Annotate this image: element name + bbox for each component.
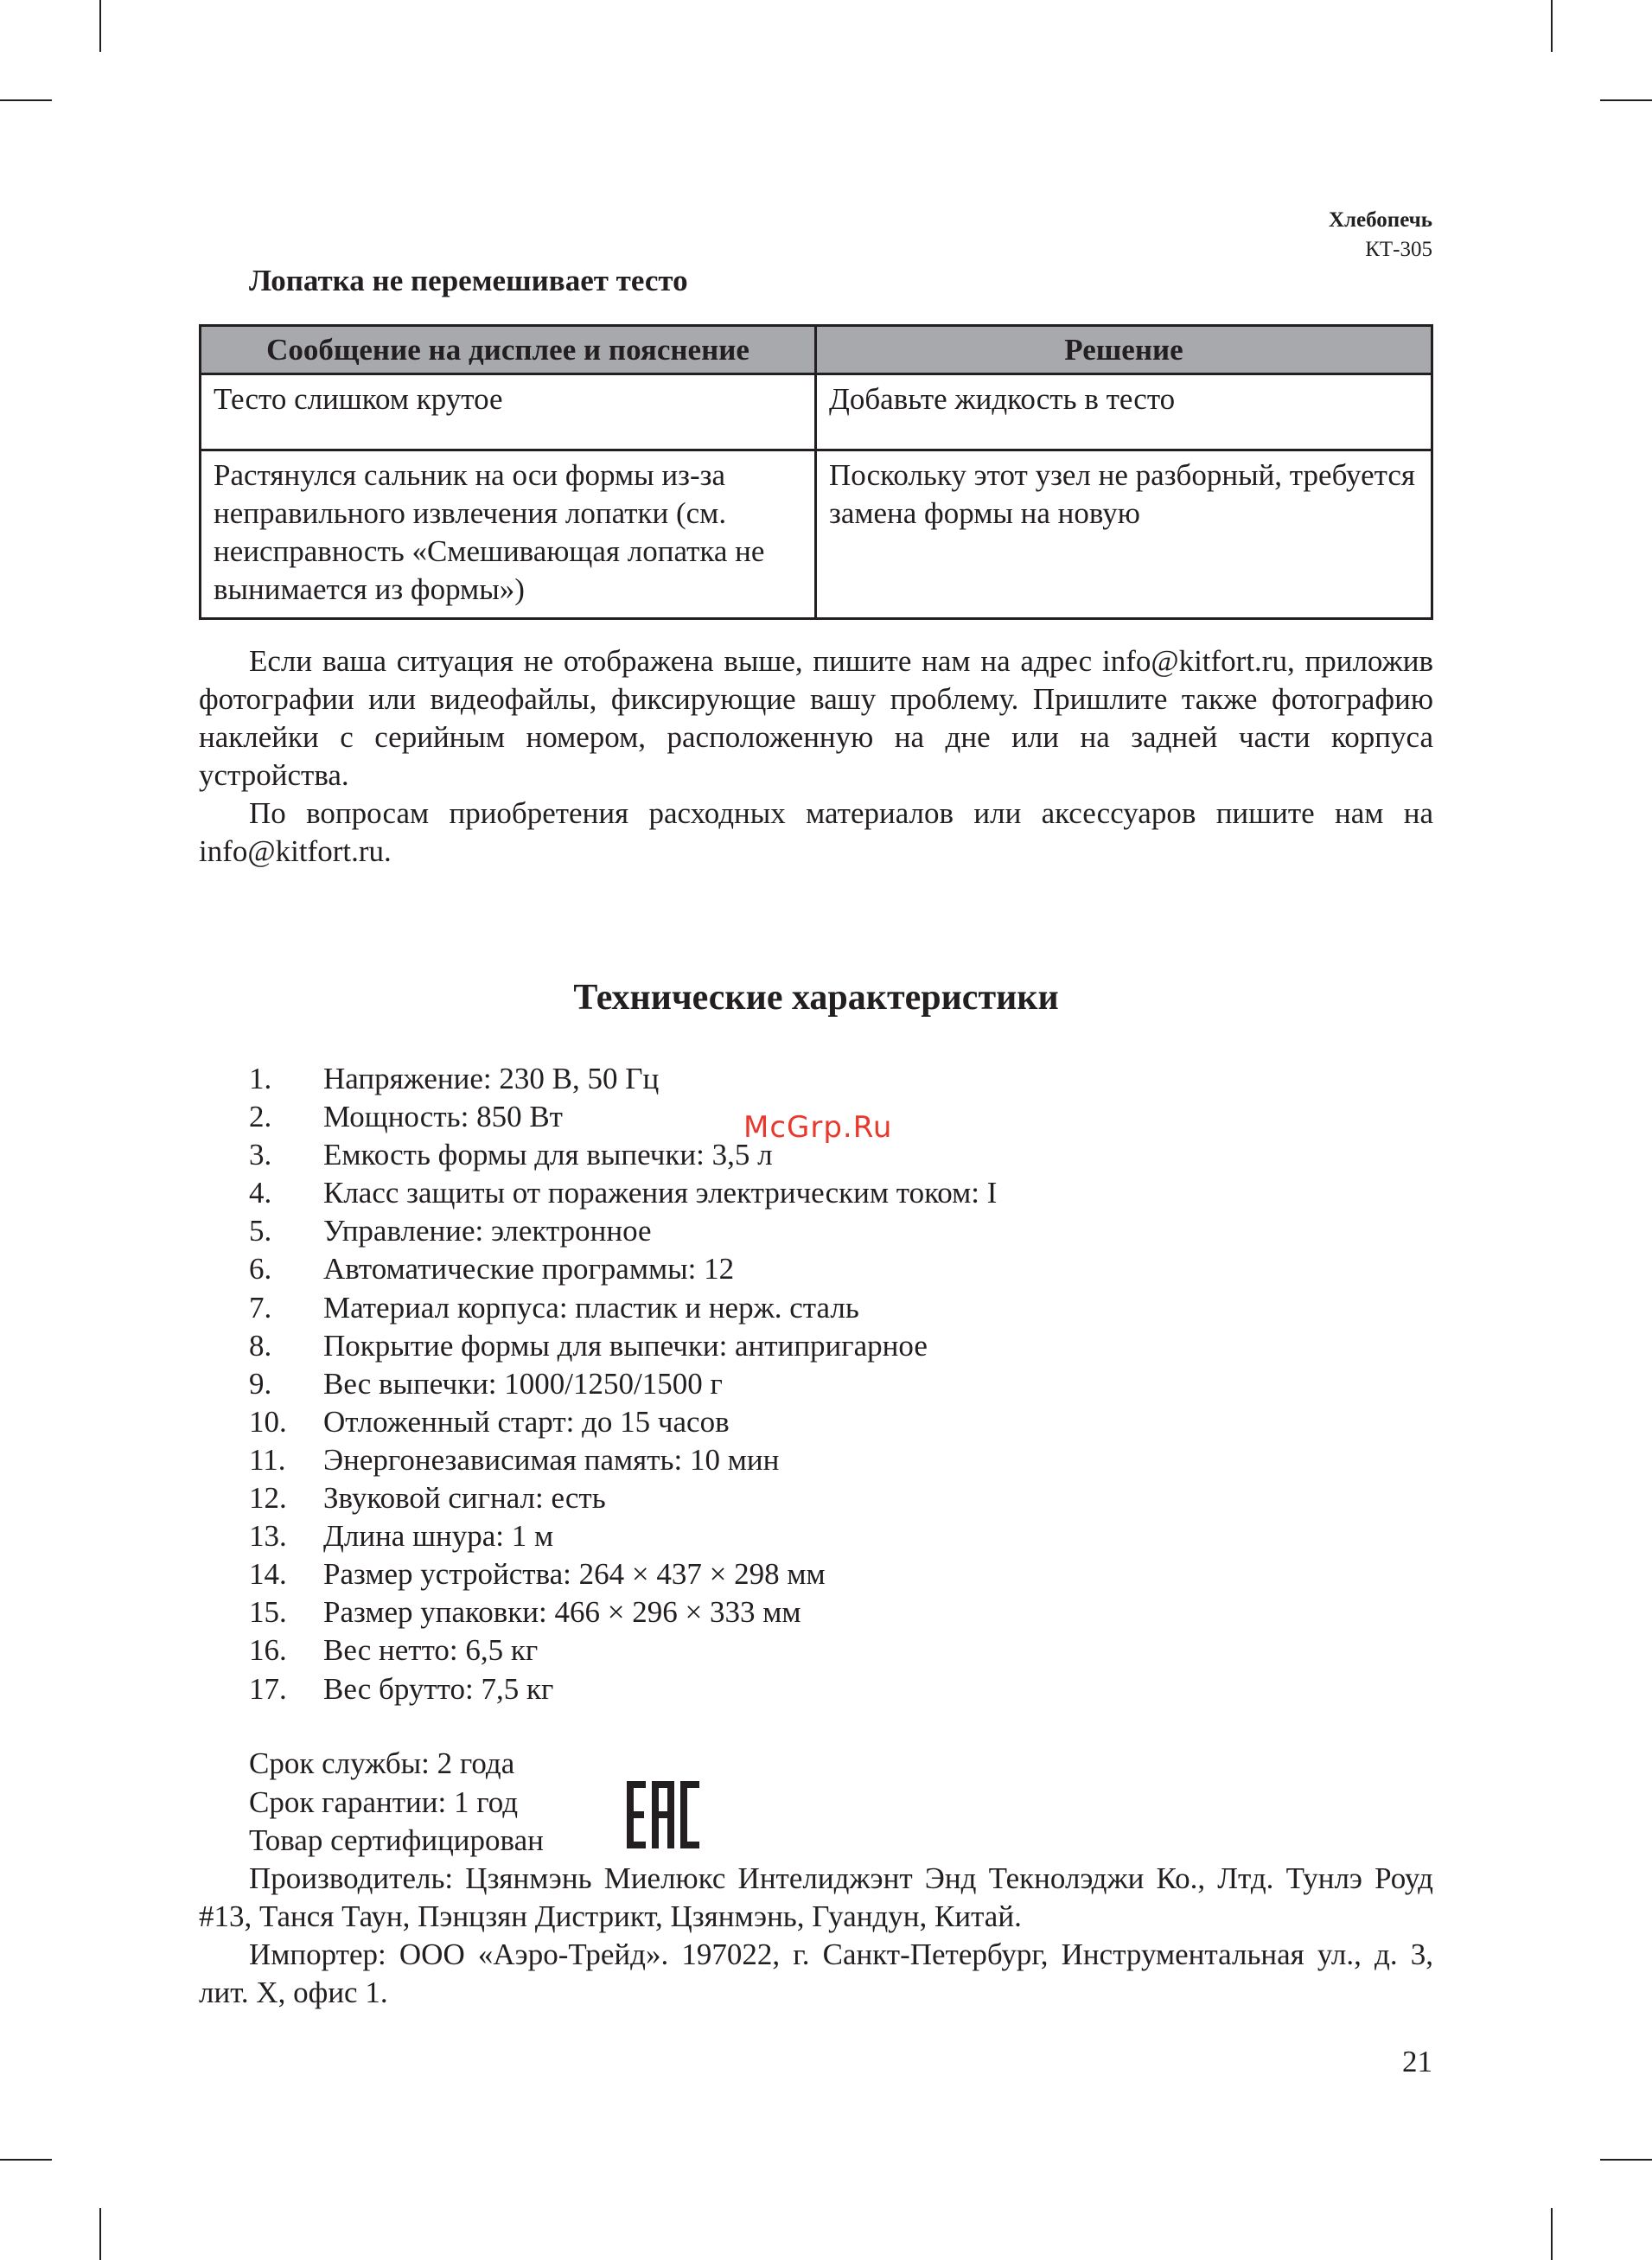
spec-number: 9. xyxy=(249,1366,272,1401)
solution-cell: Добавьте жидкость в тесто xyxy=(816,374,1432,450)
accessories-paragraph: По вопросам приобретения расходных материалов или аксессуаров пишите нам на info@kitfort.ru. xyxy=(199,796,1433,868)
crop-mark xyxy=(99,2208,101,2260)
spec-item xyxy=(249,1517,997,1555)
spec-number: 10. xyxy=(249,1404,287,1439)
table-header-row xyxy=(201,326,1432,374)
spec-number: 6. xyxy=(249,1252,272,1286)
problem-cell: Растянулся сальник на оси формы из-за неправильного извлечения лопатки (см. неисправность «Смешивающая лопатка не вынимается из формы») xyxy=(201,450,816,619)
running-header xyxy=(1329,206,1432,265)
spec-text: Энергонезависимая память: 10 мин xyxy=(323,1442,780,1477)
spec-number: 12. xyxy=(249,1481,287,1516)
spec-item xyxy=(249,1060,997,1098)
spec-item xyxy=(249,1555,997,1593)
spec-text: Вес выпечки: 1000/1250/1500 г xyxy=(323,1366,723,1401)
spec-number: 7. xyxy=(249,1290,272,1325)
troubleshoot-table xyxy=(199,324,1433,620)
spec-item xyxy=(249,1365,997,1403)
spec-number: 17. xyxy=(249,1671,287,1706)
spec-item xyxy=(249,1441,997,1479)
eac-certification-icon xyxy=(625,1781,701,1848)
column-header-problem: Сообщение на дисплее и пояснение xyxy=(201,326,816,374)
spec-item xyxy=(249,1212,997,1250)
spec-number: 4. xyxy=(249,1176,272,1210)
watermark: McGrp.Ru xyxy=(743,1110,893,1145)
importer-paragraph: Импортер: ООО «Аэро-Трейд». 197022, г. Санкт-Петербург, Инструментальная ул., д. 3, лит. Х, офис 1. xyxy=(199,1938,1433,2009)
table-row xyxy=(201,450,1432,619)
spec-number: 16. xyxy=(249,1633,287,1668)
crop-mark xyxy=(1600,2159,1652,2161)
spec-item xyxy=(249,1250,997,1288)
spec-text: Размер устройства: 264 × 437 × 298 мм xyxy=(323,1557,826,1592)
crop-mark xyxy=(0,99,52,101)
spec-item xyxy=(249,1403,997,1441)
spec-item xyxy=(249,1174,997,1212)
spec-item xyxy=(249,1289,997,1327)
spec-text: Длина шнура: 1 м xyxy=(323,1519,554,1554)
spec-text: Класс защиты от поражения электрическим током: I xyxy=(323,1176,998,1210)
crop-mark xyxy=(1551,0,1553,52)
spec-item xyxy=(249,1631,997,1669)
spec-text: Покрытие формы для выпечки: антипригарное xyxy=(323,1328,928,1363)
spec-number: 3. xyxy=(249,1138,272,1172)
spec-text: Вес нетто: 6,5 кг xyxy=(323,1633,539,1668)
service-life: Срок службы: 2 года xyxy=(249,1746,515,1780)
problem-cell: Тесто слишком крутое xyxy=(201,374,816,450)
column-header-solution: Решение xyxy=(816,326,1432,374)
certification-note: Товар сертифицирован xyxy=(249,1823,544,1857)
spec-text: Звуковой сигнал: есть xyxy=(323,1481,606,1516)
spec-text: Отложенный старт: до 15 часов xyxy=(323,1404,730,1439)
troubleshoot-title: Лопатка не перемешивает тесто xyxy=(249,264,688,297)
spec-text: Материал корпуса: пластик и нерж. сталь xyxy=(323,1290,859,1325)
spec-text: Емкость формы для выпечки: 3,5 л xyxy=(323,1138,773,1172)
spec-text: Мощность: 850 Вт xyxy=(323,1100,563,1134)
crop-mark xyxy=(1600,99,1652,101)
spec-text: Управление: электронное xyxy=(323,1214,652,1248)
spec-number: 8. xyxy=(249,1328,272,1363)
header-model: КТ-305 xyxy=(1365,238,1432,261)
spec-item xyxy=(249,1327,997,1365)
spec-number: 5. xyxy=(249,1214,272,1248)
company-info xyxy=(199,1860,1433,2012)
table-row xyxy=(201,374,1432,450)
spec-number: 2. xyxy=(249,1100,272,1134)
crop-mark xyxy=(99,0,101,52)
spec-number: 15. xyxy=(249,1595,287,1630)
specs-title: Технические характеристики xyxy=(573,978,1059,1018)
spec-number: 13. xyxy=(249,1519,287,1554)
contact-block xyxy=(199,642,1433,871)
spec-text: Напряжение: 230 В, 50 Гц xyxy=(323,1062,660,1095)
crop-mark xyxy=(0,2159,52,2161)
spec-number: 1. xyxy=(249,1062,272,1095)
spec-text: Размер упаковки: 466 × 296 × 333 мм xyxy=(323,1595,801,1630)
service-info xyxy=(249,1745,544,1861)
spec-number: 11. xyxy=(249,1442,286,1477)
page-number: 21 xyxy=(1402,2045,1432,2078)
spec-item xyxy=(249,1593,997,1631)
spec-text: Автоматические программы: 12 xyxy=(323,1252,735,1286)
contact-paragraph: Если ваша ситуация не отображена выше, пишите нам на адрес info@kitfort.ru, приложив фотографии или видеофайлы, фиксирующие вашу проблему. Пришлите также фотографию наклейки с серийным номером, расположенную на дне или на задней части корпуса устройства. xyxy=(199,644,1433,792)
header-product: Хлебопечь xyxy=(1328,208,1432,232)
warranty-period: Срок гарантии: 1 год xyxy=(249,1784,519,1819)
spec-text: Вес брутто: 7,5 кг xyxy=(323,1671,554,1706)
manufacturer-paragraph: Производитель: Цзянмэнь Миелюкс Интелиджэнт Энд Текнолэджи Ко., Лтд. Тунлэ Роуд #13, Танся Таун, Пэнцзян Дистрикт, Цзянмэнь, Гуандун, Китай. xyxy=(199,1861,1433,1933)
spec-item xyxy=(249,1479,997,1517)
spec-number: 14. xyxy=(249,1557,287,1592)
solution-cell: Поскольку этот узел не разборный, требуется замена формы на новую xyxy=(816,450,1432,619)
spec-item xyxy=(249,1670,997,1708)
specs-list xyxy=(249,1060,997,1708)
crop-mark xyxy=(1551,2208,1553,2260)
